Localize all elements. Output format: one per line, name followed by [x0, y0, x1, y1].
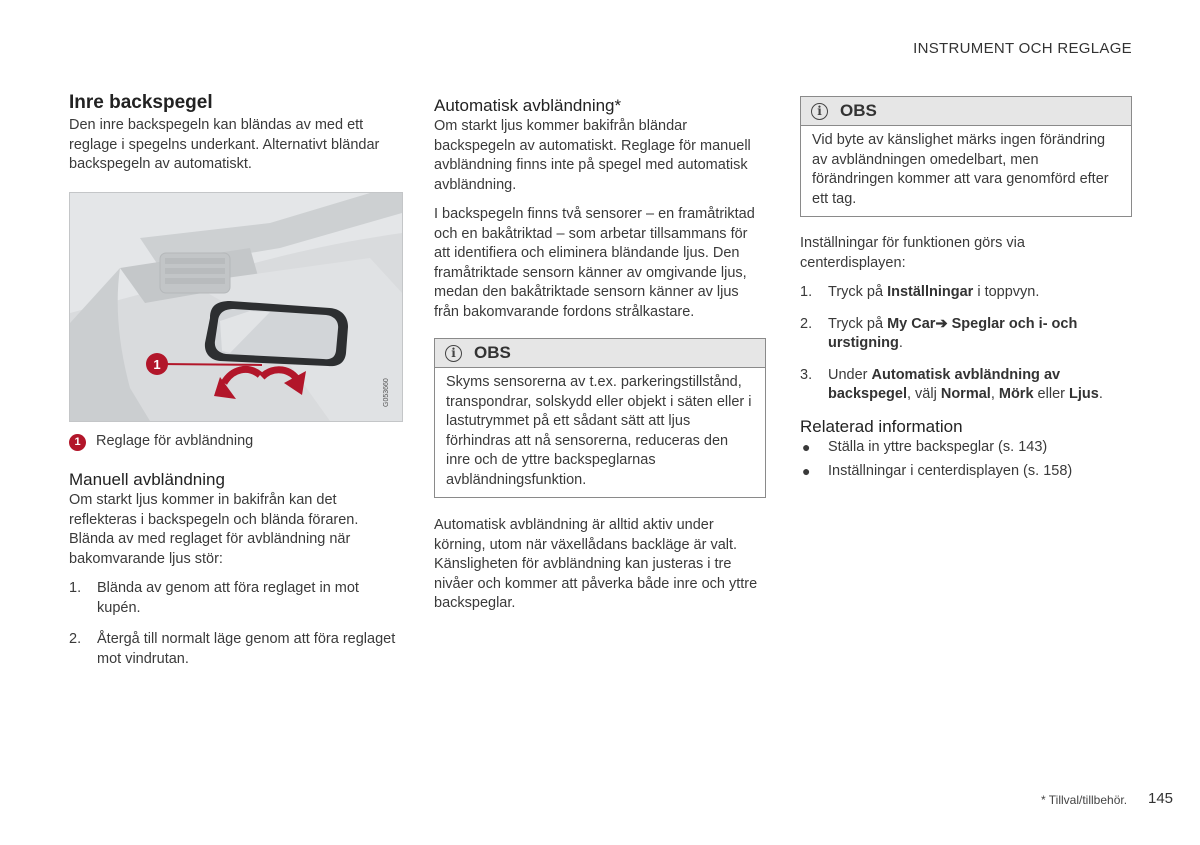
column-middle — [434, 96, 766, 614]
caption-text: Reglage för avbländning — [96, 432, 254, 449]
list-item: 2. Återgå till normalt läge genom att föra reglaget mot vindrutan. — [69, 631, 396, 667]
info-icon: i — [445, 345, 462, 362]
related-title: Relaterad information — [800, 416, 963, 436]
list-item: 1. Blända av genom att föra reglaget in mot kupén. — [69, 580, 359, 616]
running-header: INSTRUMENT OCH REGLAGE — [913, 40, 1132, 57]
figure-caption — [69, 432, 401, 452]
page-number: 145 — [1148, 790, 1174, 807]
note-title: OBS — [840, 101, 877, 120]
info-icon: i — [811, 103, 828, 120]
list-item: 3. Under Automatisk avbländning av backspegel, välj Normal, Mörk eller Ljus. — [800, 366, 1103, 402]
subsection-title-auto: Automatisk avbländning* — [434, 96, 622, 115]
callout-number: 1 — [153, 356, 161, 372]
intro-text: Den inre backspegeln kan bländas av med ett reglage i spegelns underkant. Alternativt bländar backspegeln av automatiskt. — [69, 117, 380, 172]
auto-text-1: Om starkt ljus kommer bakifrån bländar backspegeln av automatiskt. Reglage för manuell avbländning finns inte på spegel med automatisk avbländning. — [434, 118, 751, 193]
figure-code: G053660 — [383, 377, 390, 407]
manual-steps — [69, 579, 401, 669]
note-title: OBS — [474, 343, 511, 362]
column-right — [800, 96, 1132, 487]
mirror-illustration — [69, 192, 403, 422]
related-list — [800, 438, 1132, 482]
caption-badge: 1 — [69, 434, 86, 451]
auto-text-2: I backspegeln finns två sensorer – en framåtriktad och en bakåtriktad – som arbetar tillsammans för att identifiera och eliminera bländande ljus. Den framåtriktade sensorn känner av omgivande ljus, medan den bakåtriktade sensorn känner av ljus från bakomvarande fordons strålkastare. — [434, 206, 755, 320]
note-box — [800, 96, 1132, 217]
note-header — [801, 97, 1131, 126]
settings-steps — [800, 283, 1132, 405]
list-item: 2. Tryck på My Car➔ Speglar och i- och urstigning. — [800, 315, 1078, 351]
list-item: 1. Tryck på Inställningar i toppvyn. — [800, 284, 1040, 300]
arrow-right-icon: ➔ — [935, 315, 948, 332]
note-header — [435, 339, 765, 368]
related-link[interactable]: ● Ställa in yttre backspeglar (s. 143) — [802, 438, 1048, 455]
settings-intro: Inställningar för funktionen görs via centerdisplayen: — [800, 235, 1025, 271]
mirror-drawing — [70, 193, 402, 421]
note-text: Vid byte av känslighet märks ingen förändring av avbländningen omedelbart, men förändringen kommer att vara genomförd efter ett tag. — [812, 132, 1109, 207]
column-left — [69, 92, 401, 681]
footnote: * Tillval/tillbehör. — [1041, 793, 1128, 807]
related-link[interactable]: ● Inställningar i centerdisplayen (s. 158) — [802, 463, 1073, 479]
subsection-title-manual: Manuell avbländning — [69, 470, 225, 489]
section-title: Inre backspegel — [69, 92, 213, 113]
note-text: Skyms sensorerna av t.ex. parkeringstillstånd, transpondrar, solskydd eller objekt i säten eller i lastutrymmet på ett sådant sätt att ljus förhindras att nå sensorerna, reduceras den inre och de yttre backspeglarnas avbländningsfunktion. — [446, 374, 752, 488]
auto-text-3: Automatisk avbländning är alltid aktiv under körning, utom när växellådans backläge är valt. Känsligheten för avbländning kan justeras i tre nivåer och kommer att påverka både inre och yttre backspeglar. — [434, 517, 758, 611]
note-box — [434, 338, 766, 498]
manual-text: Om starkt ljus kommer in bakifrån kan det reflekteras i backspegeln och blända föraren. Blända av med reglaget för avbländning när bakomvarande ljus stör: — [69, 492, 359, 567]
